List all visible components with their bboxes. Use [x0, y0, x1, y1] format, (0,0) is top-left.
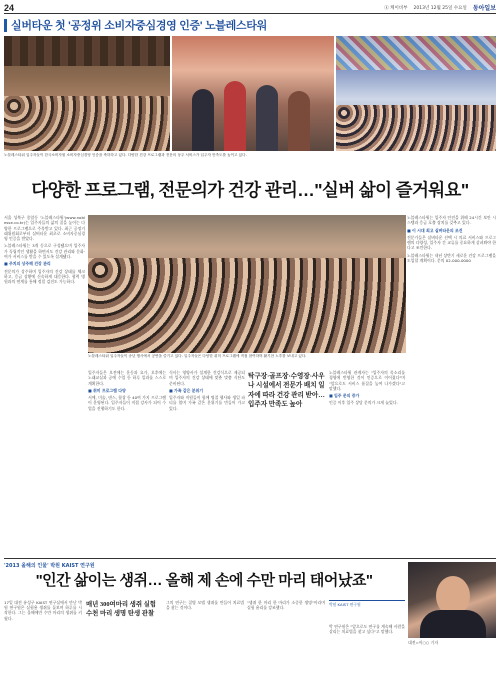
bottom-headline	[4, 568, 404, 590]
paragraph: 입주자들은 오전에는 운동과 요가, 오후에는 노래교실과 공예 수업 등 하루 일과를 스스로 계획한다.	[88, 370, 166, 386]
photo-hall-crowd	[4, 36, 170, 151]
article-column-5	[407, 215, 496, 555]
photo-caption-top: 노블레스타워 입주자들이 한국소비자원 소비자중심경영 인증을 축하하고 있다. 다양한 건강 프로그램과 전문의 상주 서비스가 입주자 만족도를 높이고 있다.	[4, 153, 247, 157]
paragraph: 입주자와 직원들이 함께 명절 행사와 생일 파티를 열며 가족 같은 분위기를 만들어 가고 있다.	[169, 395, 245, 411]
section-header	[4, 17, 496, 33]
subheading: ■ 이 시대 최고 실버타운의 조건	[407, 227, 463, 233]
photo-crowd	[88, 258, 406, 353]
photo-figure	[288, 91, 310, 151]
photo-figure	[192, 89, 214, 151]
paragraph: 인증 이후 입주 상담 문의가 크게 늘었다.	[329, 400, 398, 406]
article-column-1	[4, 215, 85, 555]
paragraph: 서예, 미술, 댄스, 합창 등 40여 가지 프로그램이 운영된다. 입주자들이 직접 강사가 되어 수업을 진행하기도 한다.	[88, 395, 166, 411]
article-column-3	[169, 370, 245, 555]
photo-caption-box: 박원 KAIST 연구원	[329, 600, 405, 622]
pull-quote-text: 탁구장·골프장·수영장·사우나 시설에서 전문가 배치 일자에 따라 건강 관리 받아… 입주자 만족도 높아	[248, 373, 325, 409]
main-headline	[4, 168, 496, 210]
subheading: ■ 주치의 상주해 건강 관리	[4, 261, 51, 267]
subheading: ■ 가족 같은 분위기	[169, 387, 204, 393]
bottom-column-4	[329, 624, 405, 688]
main-headline-text: 다양한 프로그램, 전문의가 건강 관리…"실버 삶이 즐거워요"	[31, 179, 469, 200]
paragraph: 서울 성북구 종암동 '노블레스타워'(www.noblesse.co.kr)는 입주자들의 삶의 질을 높이는 다양한 프로그램으로 주목받고 있다. 최근 공정거래위원회로부터 실버타운 최초로 소비자중심경영 인증을 받았다.	[4, 215, 85, 242]
page-number: 24	[4, 2, 15, 13]
bottom-column-5: 대전=이○○ 기자	[408, 640, 439, 645]
paragraph: 식사는 영양사가 설계한 건강식으로 제공되며 입주자의 건강 상태에 맞춘 맞춤 식단도 준비된다.	[169, 370, 245, 386]
photo-crowd	[4, 96, 170, 151]
paragraph: 박 연구원은 "앞으로도 연구를 계속해 사람을 살리는 치료법을 찾고 싶다"고 말했다.	[329, 624, 405, 635]
date-line: 2013년 12월 25일 수요일	[413, 5, 467, 11]
paragraph: 노블레스타워는 입주자 안전을 위해 24시간 보안 시스템과 응급 호출 장치를 갖추고 있다.	[407, 215, 496, 226]
portrait-body	[420, 610, 486, 638]
section-bar	[4, 19, 7, 32]
photo-decorations	[336, 36, 496, 70]
photo-event-audience	[88, 215, 406, 353]
bottom-kicker: '2013 올해의 인물' 박원 KAIST 연구원	[4, 563, 95, 569]
section-divider	[4, 558, 496, 559]
section-mark: ⓚ 케이비부	[384, 5, 408, 11]
bottom-pull-quote-text: 매년 300여마리 생쥐 실험 수천 마리 생명 탄생 관찰	[86, 601, 156, 617]
paper-logo: 동아일보	[472, 6, 496, 12]
paragraph: 노블레스타워 관계자는 "입주자의 목소리를 경영에 반영한 것이 인증으로 이어졌다"며 "앞으로도 서비스 품질을 높여 나가겠다"고 말했다.	[329, 370, 405, 391]
subheading: ■ 입주 문의 증가	[329, 393, 360, 399]
bottom-pull-quote	[86, 600, 162, 618]
paragraph: 전문가들은 실버타운 선택 시 의료 서비스와 프로그램의 다양성, 입주자 간 교류를 중요하게 살펴봐야 한다고 조언한다.	[407, 234, 496, 251]
photo-researcher-portrait	[408, 562, 496, 638]
bottom-headline-text: "인간 삶이는 생쥐… 올해 제 손에 수만 마리 태어났죠"	[35, 571, 373, 589]
photo-figure	[224, 81, 246, 151]
article-column-2	[88, 370, 166, 555]
pull-quote	[248, 370, 327, 555]
bottom-column-1: 17일 대전 유성구 KAIST 연구실에서 만난 박원 연구원은 실험용 생쥐를 돌보며 하루를 시작한다. 그는 올해에만 수만 마리의 생쥐를 키웠다.	[4, 600, 82, 621]
paragraph: 노블레스타워는 3개 동으로 구성됐으며 입주자가 독립적인 생활을 하면서도 건강 관리와 문화·여가 서비스를 받을 수 있도록 설계됐다.	[4, 243, 85, 260]
subheading: ■ 취미 프로그램 다양	[88, 387, 126, 393]
masthead-right	[384, 3, 496, 12]
bottom-column-3: "생쥐 한 마리 한 마리가 소중한 생명"이라며 실험 윤리를 강조했다.	[247, 600, 325, 611]
bottom-column-2: 그의 연구는 질병 모델 생쥐를 만들어 치료법을 찾는 것이다.	[166, 600, 244, 611]
photo-crowd	[336, 105, 496, 151]
paragraph: 노블레스타워는 내년 상반기 새로운 건강 프로그램을 도입할 계획이다. 문의 02-000-0000	[407, 252, 496, 264]
photo-figure	[256, 85, 278, 151]
photo-caption-mid: 노블레스타워 입주자들이 송년 행사에서 공연을 즐기고 있다. 입주자들은 다양한 취미 프로그램에 직접 참여하며 활기찬 노후를 보내고 있다.	[88, 354, 307, 358]
section-title: 실버타운 첫 '공정위 소비자중심경영 인증' 노블레스타워	[11, 20, 267, 32]
photo-party-hall	[336, 36, 496, 151]
paragraph: 전문의가 상주하며 입주자의 건강 상태를 체크하고, 응급 상황에 신속하게 대응한다. 협력 병원과의 연계를 통해 정밀 검진도 가능하다.	[4, 268, 85, 285]
article-column-4	[329, 370, 405, 555]
photo-ceiling	[4, 36, 170, 66]
masthead	[4, 2, 496, 14]
photo-certificate-ceremony	[172, 36, 334, 151]
